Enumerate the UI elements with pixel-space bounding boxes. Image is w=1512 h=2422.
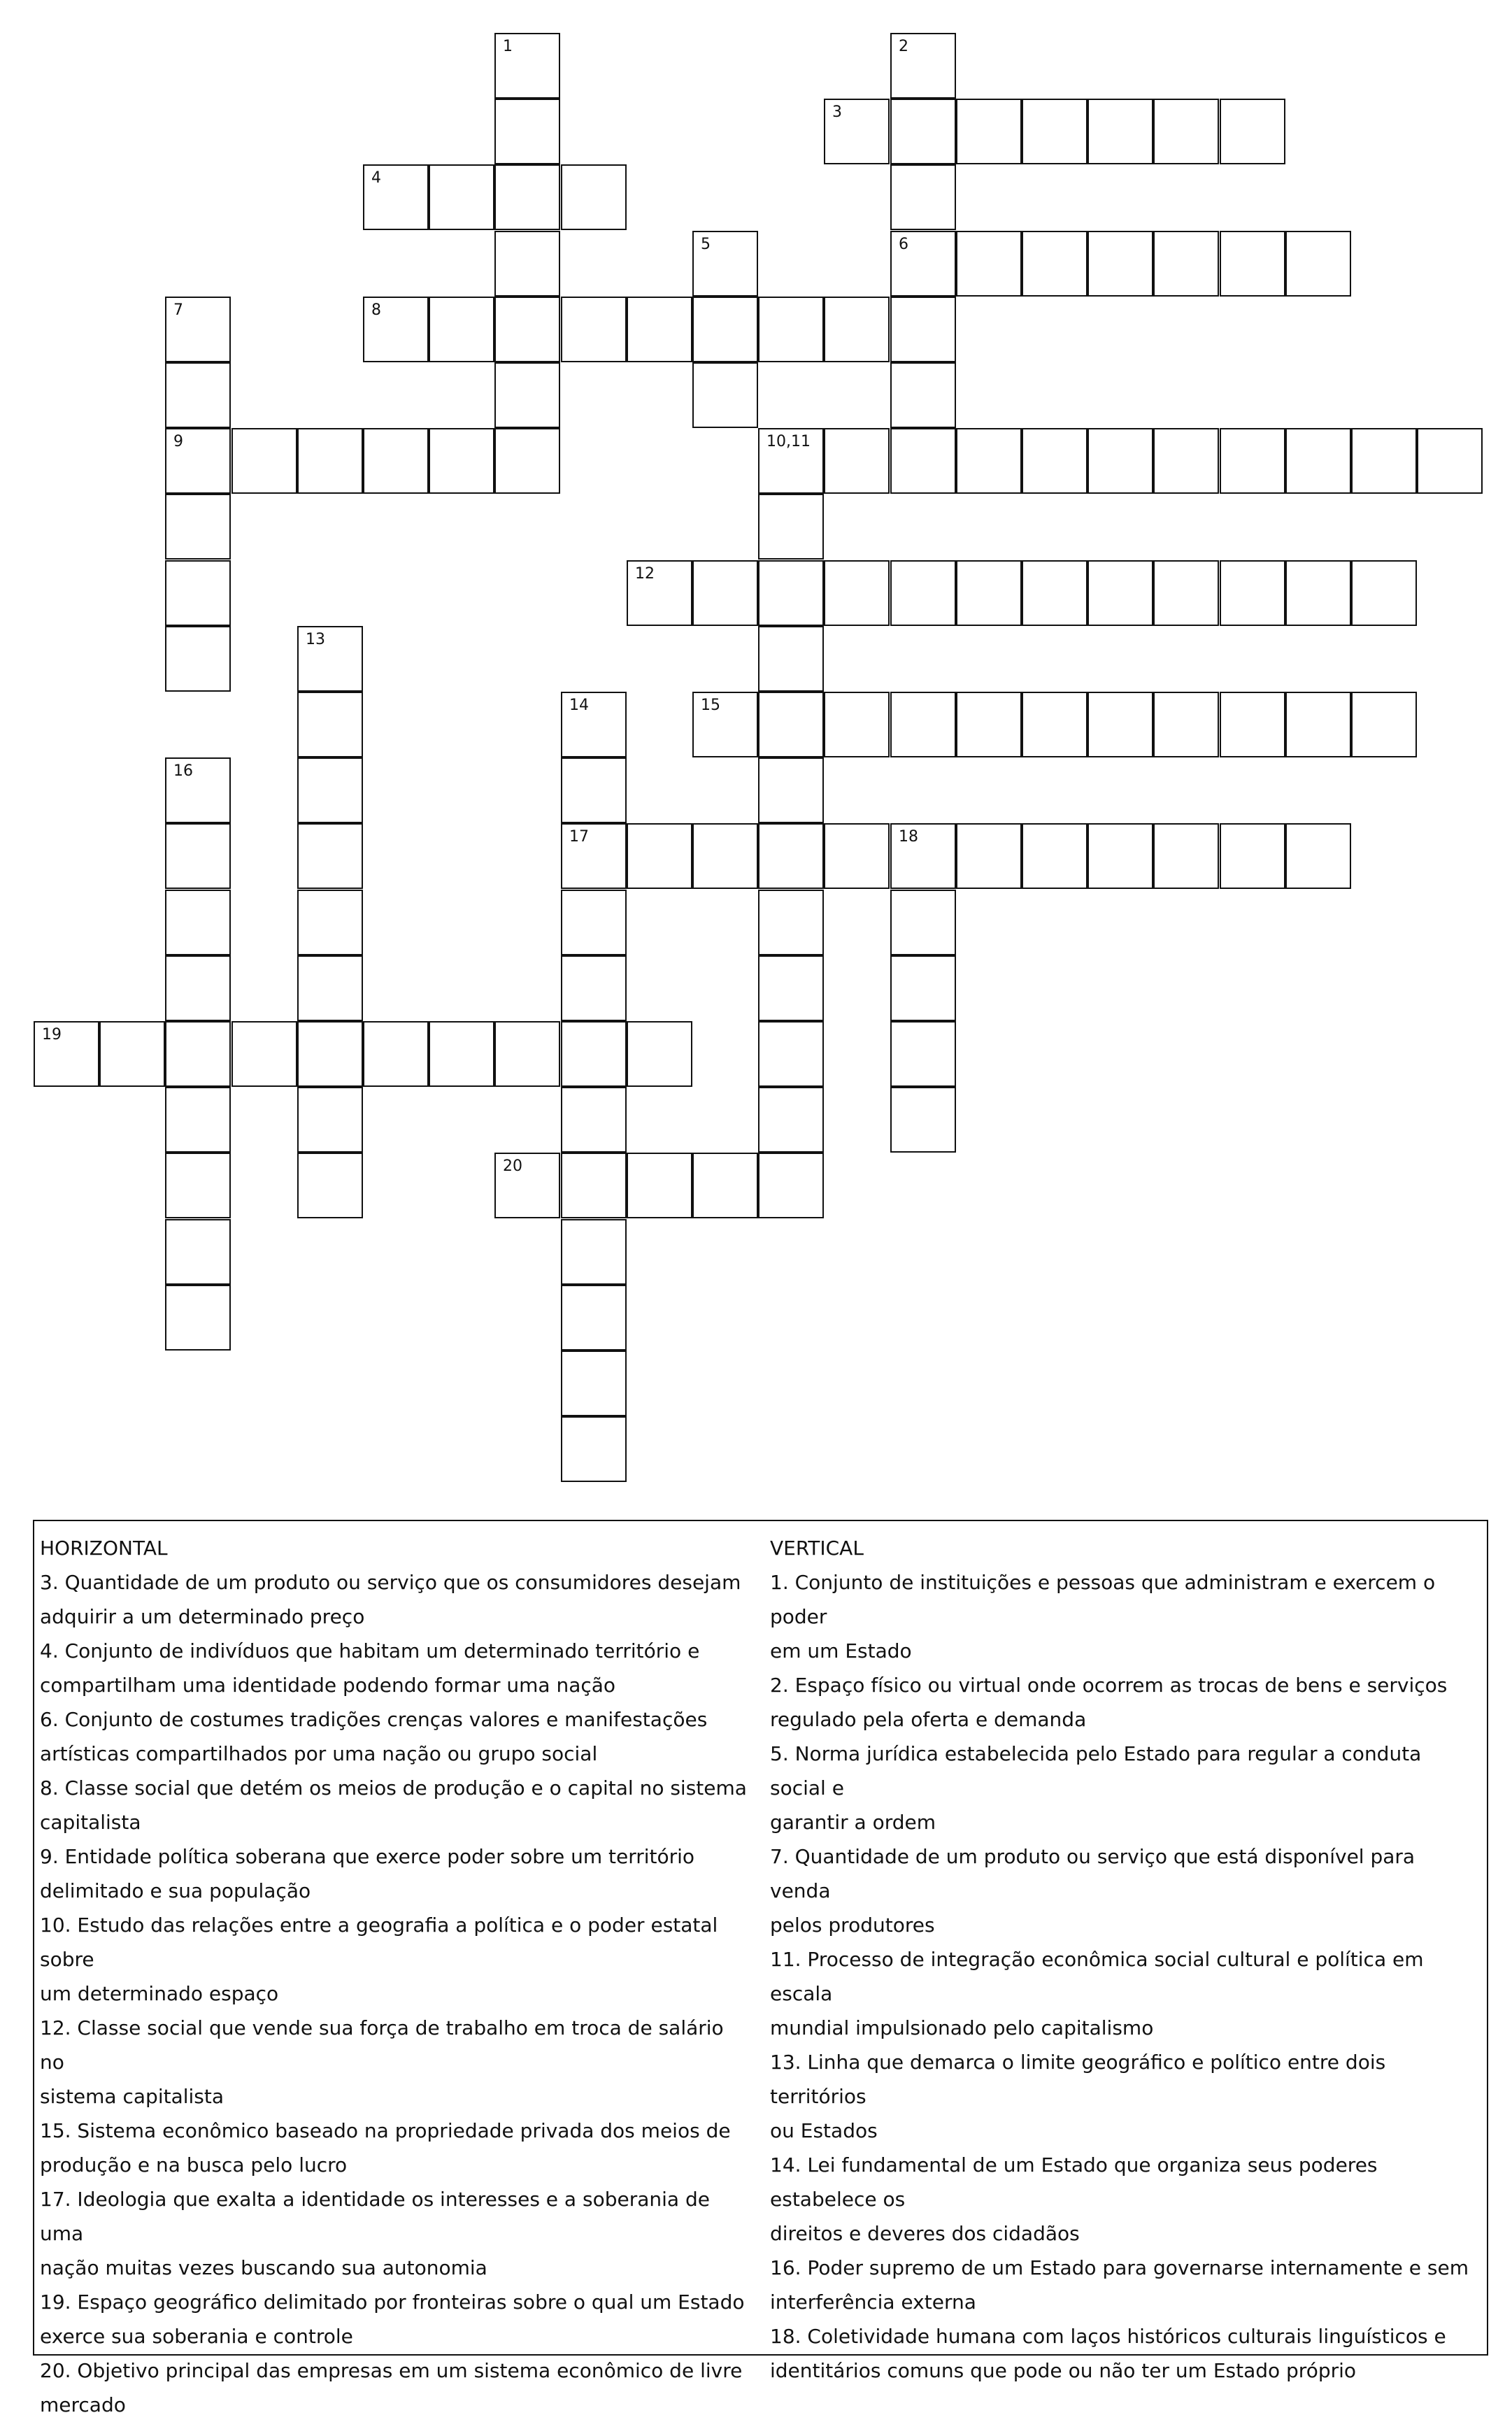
crossword-cell[interactable] [561,692,627,757]
crossword-cell[interactable] [758,428,824,494]
crossword-cell[interactable] [758,890,824,955]
vertical-clue-line: 2. Espaço físico ou virtual onde ocorrem as trocas de bens e serviços [770,1674,1448,1697]
crossword-cell[interactable] [692,823,758,889]
crossword-cell[interactable] [297,890,363,955]
crossword-cell[interactable] [1351,692,1417,757]
crossword-cell[interactable] [297,1087,363,1153]
crossword-cell[interactable] [231,1021,297,1087]
crossword-cell[interactable] [561,1416,627,1482]
crossword-cell[interactable] [692,297,758,362]
crossword-cell[interactable] [824,692,890,757]
horizontal-clue-line: mercado [40,2393,126,2416]
horizontal-clue-line: 20. Objetivo principal das empresas em um sistema econômico de livre [40,2359,743,2382]
crossword-cell[interactable] [561,1021,627,1087]
crossword-cell[interactable] [692,1153,758,1218]
crossword-cell[interactable] [758,1021,824,1087]
crossword-cell[interactable] [297,757,363,823]
crossword-cell[interactable] [165,1021,231,1087]
crossword-cell[interactable] [561,955,627,1021]
crossword-cell[interactable] [297,626,363,692]
crossword-cell[interactable] [1022,428,1087,494]
crossword-cell[interactable] [363,297,429,362]
crossword-cell[interactable] [561,1219,627,1285]
crossword-cell[interactable] [165,297,231,362]
crossword-cell[interactable] [1087,692,1153,757]
crossword-cell[interactable] [758,560,824,626]
clue-number: 7 [173,301,183,319]
crossword-cell[interactable] [99,1021,165,1087]
crossword-cell[interactable] [1220,692,1285,757]
crossword-cell[interactable] [1351,428,1417,494]
crossword-cell[interactable] [165,1219,231,1285]
horizontal-clue-line: compartilham uma identidade podendo formar uma nação [40,1674,616,1697]
crossword-cell[interactable] [494,164,560,230]
crossword-cell[interactable] [758,955,824,1021]
crossword-cell[interactable] [890,164,956,230]
crossword-cell[interactable] [494,33,560,99]
crossword-cell[interactable] [1285,823,1351,889]
crossword-cell[interactable] [890,297,956,362]
crossword-cell[interactable] [890,428,956,494]
horizontal-clue-line: artísticas compartilhados por uma nação ou grupo social [40,1742,598,1765]
clue-number: 10,11 [766,433,811,450]
crossword-cell[interactable] [1285,428,1351,494]
clue-number: 1 [503,38,513,55]
vertical-clue-line: pelos produtores [770,1914,935,1937]
crossword-cell[interactable] [494,297,560,362]
crossword-cell[interactable] [890,560,956,626]
horizontal-clue-line: 9. Entidade política soberana que exerce poder sobre um território [40,1845,695,1868]
crossword-cell[interactable] [1153,692,1219,757]
clue-number: 15 [701,697,720,714]
clue-number: 9 [173,433,183,450]
horizontal-clue-line: 4. Conjunto de indivíduos que habitam um determinado território e [40,1639,700,1662]
vertical-clue-line: regulado pela oferta e demanda [770,1708,1087,1731]
clue-number: 20 [503,1157,522,1175]
crossword-cell[interactable] [1022,692,1087,757]
crossword-cell[interactable] [297,823,363,889]
crossword-cell[interactable] [561,823,627,889]
clue-number: 14 [569,697,589,714]
crossword-cell[interactable] [429,297,494,362]
crossword-cell[interactable] [627,1021,692,1087]
crossword-cell[interactable] [231,428,297,494]
crossword-cell[interactable] [1285,231,1351,297]
crossword-cell[interactable] [494,231,560,297]
crossword-cell[interactable] [758,626,824,692]
crossword-cell[interactable] [1022,231,1087,297]
vertical-clue-line: garantir a ordem [770,1811,936,1834]
crossword-cell[interactable] [1285,560,1351,626]
crossword-cell[interactable] [297,692,363,757]
vertical-clue-line: 1. Conjunto de instituições e pessoas que administram e exercem o poder [770,1571,1436,1628]
crossword-cell[interactable] [1351,560,1417,626]
horizontal-clue-line: exerce sua soberania e controle [40,2325,353,2348]
crossword-cell[interactable] [1022,99,1087,164]
crossword-cell[interactable] [297,428,363,494]
crossword-cell[interactable] [165,626,231,692]
crossword-cell[interactable] [561,890,627,955]
crossword-cell[interactable] [1087,823,1153,889]
horizontal-clue-line: 8. Classe social que detém os meios de produção e o capital no sistema [40,1776,747,1800]
clue-number: 16 [173,762,193,780]
horizontal-clue-line: 3. Quantidade de um produto ou serviço que os consumidores desejam [40,1571,741,1594]
crossword-cell[interactable] [165,560,231,626]
crossword-cell[interactable] [1153,560,1219,626]
horizontal-clue-line: produção e na busca pelo lucro [40,2153,348,2177]
crossword-cell[interactable] [824,297,890,362]
crossword-cell[interactable] [758,297,824,362]
clue-number: 18 [899,828,918,846]
crossword-cell[interactable] [1153,231,1219,297]
vertical-clue-line: 18. Coletividade humana com laços históricos culturais linguísticos e [770,2325,1446,2348]
crossword-cell[interactable] [627,560,692,626]
crossword-cell[interactable] [1087,428,1153,494]
crossword-cell[interactable] [165,1285,231,1351]
crossword-cell[interactable] [692,692,758,757]
horizontal-clue-line: 12. Classe social que vende sua força de trabalho em troca de salário no [40,2016,724,2074]
crossword-cell[interactable] [494,428,560,494]
vertical-clue-line: 16. Poder supremo de um Estado para governarse internamente e sem [770,2256,1469,2279]
crossword-cell[interactable] [494,362,560,428]
crossword-cell[interactable] [1153,823,1219,889]
crossword-cell[interactable] [297,955,363,1021]
crossword-cell[interactable] [363,1021,429,1087]
crossword-cell[interactable] [429,428,494,494]
crossword-cell[interactable] [1220,823,1285,889]
crossword-cell[interactable] [890,823,956,889]
crossword-cell[interactable] [165,1087,231,1153]
crossword-cell[interactable] [1153,428,1219,494]
crossword-cell[interactable] [890,99,956,164]
vertical-clue-line: 11. Processo de integração econômica social cultural e política em escala [770,1948,1424,2005]
vertical-clue-line: 7. Quantidade de um produto ou serviço que está disponível para venda [770,1845,1415,1902]
horizontal-clue-line: 15. Sistema econômico baseado na propriedade privada dos meios de [40,2119,731,2142]
vertical-clue-line: identitários comuns que pode ou não ter um Estado próprio [770,2359,1357,2382]
crossword-cell[interactable] [165,494,231,560]
clue-number: 8 [371,301,381,319]
crossword-cell[interactable] [1022,823,1087,889]
horizontal-clue-list [40,1565,753,2422]
crossword-cell[interactable] [890,33,956,99]
crossword-cell[interactable] [494,99,560,164]
clue-number: 5 [701,236,711,253]
crossword-cell[interactable] [956,99,1022,164]
crossword-cell[interactable] [165,823,231,889]
crossword-cell[interactable] [824,428,890,494]
horizontal-clue-line: nação muitas vezes buscando sua autonomia [40,2256,487,2279]
clue-number: 12 [635,565,655,583]
clues-box [33,1520,1488,2416]
crossword-cell[interactable] [165,1153,231,1218]
crossword-cell[interactable] [1087,99,1153,164]
horizontal-title: HORIZONTAL [40,1537,168,1560]
crossword-cell[interactable] [890,362,956,428]
crossword-cell[interactable] [1220,560,1285,626]
crossword-cell[interactable] [692,362,758,428]
crossword-cell[interactable] [363,164,429,230]
crossword-cell[interactable] [758,692,824,757]
crossword-cell[interactable] [1285,692,1351,757]
crossword-cell[interactable] [758,823,824,889]
crossword-cell[interactable] [956,428,1022,494]
crossword-cell[interactable] [561,297,627,362]
crossword-cell[interactable] [956,231,1022,297]
horizontal-clue-line: adquirir a um determinado preço [40,1605,365,1628]
vertical-clue-line: mundial impulsionado pelo capitalismo [770,2016,1154,2039]
vertical-clue-list [770,1565,1476,2388]
crossword-cell[interactable] [956,560,1022,626]
clue-number: 17 [569,828,589,846]
vertical-title: VERTICAL [770,1537,864,1560]
crossword-cell[interactable] [692,560,758,626]
crossword-cell[interactable] [627,823,692,889]
crossword-cell[interactable] [956,823,1022,889]
crossword-cell[interactable] [692,231,758,297]
horizontal-clue-line: 17. Ideologia que exalta a identidade os interesses e a soberania de uma [40,2188,710,2245]
crossword-cell[interactable] [561,757,627,823]
crossword-cell[interactable] [429,1021,494,1087]
crossword-cell[interactable] [627,1153,692,1218]
vertical-clue-line: em um Estado [770,1639,912,1662]
crossword-cell[interactable] [561,1087,627,1153]
crossword-cell[interactable] [627,297,692,362]
crossword-cell[interactable] [165,757,231,823]
crossword-cell[interactable] [561,164,627,230]
crossword-cell[interactable] [561,1351,627,1416]
crossword-cell[interactable] [1417,428,1483,494]
crossword-cell[interactable] [297,1021,363,1087]
crossword-cell[interactable] [1153,99,1219,164]
clue-number: 13 [306,631,325,648]
crossword-cell[interactable] [956,692,1022,757]
crossword-cell[interactable] [1022,560,1087,626]
crossword-cell[interactable] [1087,231,1153,297]
clue-number: 19 [42,1026,62,1043]
crossword-cell[interactable] [890,231,956,297]
crossword-cell[interactable] [758,1087,824,1153]
crossword-cell[interactable] [1220,99,1285,164]
clue-number: 6 [899,236,908,253]
crossword-cell[interactable] [165,428,231,494]
crossword-cell[interactable] [890,955,956,1021]
vertical-clue-line: interferência externa [770,2291,976,2314]
horizontal-clue-line: sistema capitalista [40,2085,224,2108]
crossword-cell[interactable] [824,560,890,626]
vertical-clue-line: direitos e deveres dos cidadãos [770,2222,1080,2245]
crossword-cell[interactable] [890,692,956,757]
horizontal-clue-line: 19. Espaço geográfico delimitado por fronteiras sobre o qual um Estado [40,2291,745,2314]
horizontal-clue-line: delimitado e sua população [40,1879,311,1902]
clue-number: 2 [899,38,908,55]
vertical-clues [770,1531,1476,2388]
crossword-cell[interactable] [824,823,890,889]
crossword-cell[interactable] [297,1153,363,1218]
crossword-cell[interactable] [758,1153,824,1218]
clue-number: 3 [832,104,842,121]
crossword-cell[interactable] [561,1153,627,1218]
crossword-cell[interactable] [890,1087,956,1153]
horizontal-clues [40,1531,753,2422]
vertical-clue-line: 14. Lei fundamental de um Estado que organiza seus poderes estabelece os [770,2153,1378,2211]
crossword-cell[interactable] [758,757,824,823]
horizontal-clue-line: capitalista [40,1811,141,1834]
crossword-cell[interactable] [561,1285,627,1351]
vertical-clue-line: 5. Norma jurídica estabelecida pelo Estado para regular a conduta social e [770,1742,1422,1800]
crossword-cell[interactable] [494,1153,560,1218]
crossword-cell[interactable] [429,164,494,230]
vertical-clue-line: 13. Linha que demarca o limite geográfico e político entre dois territórios [770,2051,1386,2108]
crossword-cell[interactable] [890,1021,956,1087]
horizontal-clue-line: 6. Conjunto de costumes tradições crenças valores e manifestações [40,1708,708,1731]
crossword-cell[interactable] [824,99,890,164]
clue-number: 4 [371,169,381,187]
crossword-cell[interactable] [758,494,824,560]
crossword-cell[interactable] [165,955,231,1021]
crossword-cell[interactable] [363,428,429,494]
crossword-cell[interactable] [34,1021,99,1087]
crossword-cell[interactable] [165,890,231,955]
crossword-cell[interactable] [1220,428,1285,494]
crossword-cell[interactable] [165,362,231,428]
vertical-clue-line: ou Estados [770,2119,878,2142]
crossword-cell[interactable] [1087,560,1153,626]
crossword-cell[interactable] [494,1021,560,1087]
crossword-cell[interactable] [890,890,956,955]
horizontal-clue-line: um determinado espaço [40,1982,279,2005]
horizontal-clue-line: 10. Estudo das relações entre a geografia a política e o poder estatal sobre [40,1914,718,1971]
crossword-cell[interactable] [1220,231,1285,297]
